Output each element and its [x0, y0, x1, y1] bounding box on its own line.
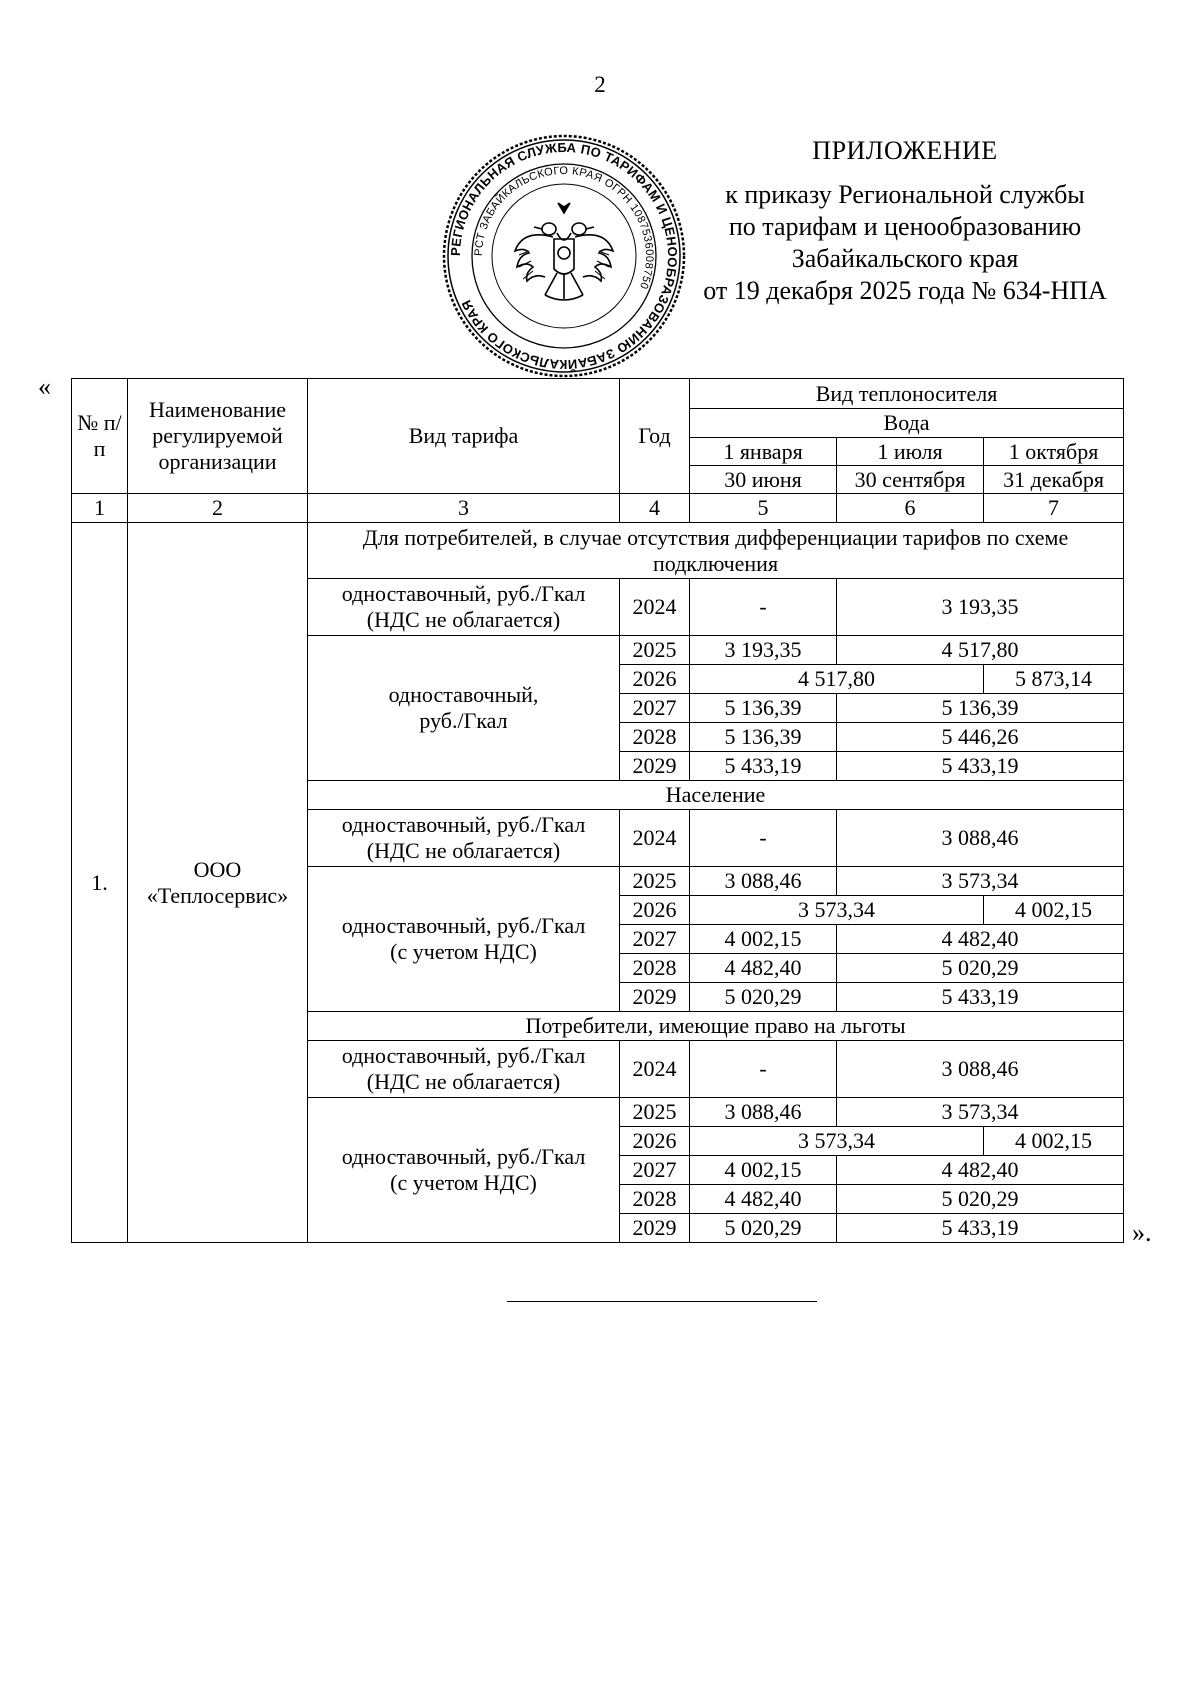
- section-title: Для потребителей, в случае отсутствия дифференциации тарифов по схеме подключения: [308, 523, 1124, 579]
- header-organization: Наименование регулируемой организации: [128, 379, 308, 494]
- column-number: 6: [837, 494, 984, 523]
- row-number: 1.: [72, 523, 128, 1243]
- svg-text:РЕГИОНАЛЬНАЯ СЛУЖБА ПО ТАРИФАМ: РЕГИОНАЛЬНАЯ СЛУЖБА ПО ТАРИФАМ И ЦЕНООБРАЗОВАНИЮ ЗАБАЙКАЛЬСКОГО КРАЯ: [447, 139, 681, 373]
- value-cell: -: [690, 1041, 837, 1098]
- tariff-table: [71, 378, 1124, 1243]
- column-number: 2: [128, 494, 308, 523]
- header-num: № п/п: [72, 379, 128, 494]
- year-cell: 2026: [620, 896, 690, 925]
- value-cell: 4 002,15: [690, 1156, 837, 1185]
- section-title: Потребители, имеющие право на льготы: [308, 1012, 1124, 1041]
- value-cell: 4 482,40: [690, 954, 837, 983]
- value-cell: 3 088,46: [837, 810, 1124, 867]
- year-cell: 2029: [620, 752, 690, 781]
- tariff-type-cell: [308, 1098, 620, 1243]
- value-cell: 5 020,29: [837, 954, 1124, 983]
- tariff-type-cell: [308, 810, 620, 867]
- column-number: 7: [984, 494, 1124, 523]
- value-cell: 5 136,39: [690, 694, 837, 723]
- header-period-2-end: 30 сентября: [837, 466, 984, 494]
- year-cell: 2027: [620, 1156, 690, 1185]
- tariff-line: одноставочный, руб./Гкал: [341, 1144, 586, 1169]
- tariff-type-cell: [308, 867, 620, 1012]
- organization-name: [128, 523, 308, 1243]
- year-cell: 2028: [620, 954, 690, 983]
- value-cell: -: [690, 810, 837, 867]
- tariff-line: руб./Гкал: [419, 708, 508, 733]
- year-cell: 2024: [620, 1041, 690, 1098]
- tariff-line: одноставочный,: [388, 682, 539, 707]
- year-cell: 2028: [620, 1185, 690, 1214]
- value-cell: 5 446,26: [837, 723, 1124, 752]
- organization-line: ООО: [193, 856, 242, 882]
- page-number: 2: [594, 72, 606, 97]
- tariff-line: (НДС не облагается): [366, 607, 561, 632]
- year-cell: 2025: [620, 867, 690, 896]
- value-cell: 4 002,15: [690, 925, 837, 954]
- year-cell: 2029: [620, 1214, 690, 1243]
- header-period-1: 1 января: [690, 438, 837, 466]
- tariff-type-cell: [308, 1041, 620, 1098]
- appendix-heading: [640, 135, 1170, 307]
- header-year: Год: [620, 379, 690, 494]
- year-cell: 2027: [620, 925, 690, 954]
- year-cell: 2028: [620, 723, 690, 752]
- tariff-type-cell: [308, 636, 620, 781]
- tariff-line: (с учетом НДС): [390, 1170, 537, 1195]
- appendix-order-line: от 19 декабря 2025 года № 634-НПА: [703, 276, 1107, 305]
- value-cell: 5 136,39: [837, 694, 1124, 723]
- value-cell: 5 020,29: [690, 1214, 837, 1243]
- value-cell: 4 482,40: [690, 1185, 837, 1214]
- header-tariff-type: Вид тарифа: [308, 379, 620, 494]
- section-title: Население: [308, 781, 1124, 810]
- header-water: Вода: [690, 409, 1124, 438]
- value-cell: 5 873,14: [984, 665, 1124, 694]
- value-cell: 5 020,29: [690, 983, 837, 1012]
- header-carrier: Вид теплоносителя: [690, 379, 1124, 409]
- year-cell: 2026: [620, 665, 690, 694]
- year-cell: 2024: [620, 579, 690, 636]
- year-cell: 2029: [620, 983, 690, 1012]
- value-cell: 3 088,46: [690, 867, 837, 896]
- year-cell: 2024: [620, 810, 690, 867]
- value-cell: 5 433,19: [690, 752, 837, 781]
- header-period-3-end: 31 декабря: [984, 466, 1124, 494]
- tariff-line: (НДС не облагается): [366, 1069, 561, 1094]
- tariff-line: одноставочный, руб./Гкал: [341, 913, 586, 938]
- year-cell: 2026: [620, 1127, 690, 1156]
- tariff-line: одноставочный, руб./Гкал: [341, 1043, 586, 1068]
- value-cell: 5 433,19: [837, 983, 1124, 1012]
- value-cell: 3 573,34: [690, 1127, 984, 1156]
- tariff-line: одноставочный, руб./Гкал: [341, 581, 586, 606]
- signature-line: [507, 1301, 817, 1302]
- value-cell: 3 088,46: [690, 1098, 837, 1127]
- value-cell: 4 002,15: [984, 1127, 1124, 1156]
- tariff-line: (с учетом НДС): [390, 939, 537, 964]
- opening-quote: «: [38, 372, 51, 401]
- value-cell: 4 482,40: [837, 1156, 1124, 1185]
- value-cell: 4 002,15: [984, 896, 1124, 925]
- column-number: 1: [72, 494, 128, 523]
- column-number: 3: [308, 494, 620, 523]
- value-cell: 3 193,35: [690, 636, 837, 665]
- value-cell: 5 433,19: [837, 1214, 1124, 1243]
- appendix-title: ПРИЛОЖЕНИЕ: [812, 136, 998, 165]
- year-cell: 2025: [620, 636, 690, 665]
- appendix-line: к приказу Региональной службы: [725, 180, 1085, 209]
- value-cell: 4 482,40: [837, 925, 1124, 954]
- appendix-line: по тарифам и ценообразованию: [728, 212, 1082, 241]
- value-cell: 5 433,19: [837, 752, 1124, 781]
- tariff-line: одноставочный, руб./Гкал: [341, 812, 586, 837]
- value-cell: 5 020,29: [837, 1185, 1124, 1214]
- year-cell: 2025: [620, 1098, 690, 1127]
- column-number: 4: [620, 494, 690, 523]
- value-cell: 3 193,35: [837, 579, 1124, 636]
- organization-line: «Теплосервис»: [146, 882, 289, 908]
- value-cell: 3 573,34: [690, 896, 984, 925]
- value-cell: -: [690, 579, 837, 636]
- tariff-type-cell: [308, 579, 620, 636]
- header-period-3: 1 октября: [984, 438, 1124, 466]
- value-cell: 4 517,80: [690, 665, 984, 694]
- value-cell: 3 573,34: [837, 867, 1124, 896]
- header-period-2: 1 июля: [837, 438, 984, 466]
- svg-text:РСТ ЗАБАЙКАЛЬСКОГО КРАЯ ОГРН 1: РСТ ЗАБАЙКАЛЬСКОГО КРАЯ ОГРН 1087536008750: [472, 164, 656, 291]
- value-cell: 3 088,46: [837, 1041, 1124, 1098]
- year-cell: 2027: [620, 694, 690, 723]
- appendix-line: Забайкальского края: [791, 244, 1019, 273]
- column-number: 5: [690, 494, 837, 523]
- tariff-line: (НДС не облагается): [366, 838, 561, 863]
- value-cell: 5 136,39: [690, 723, 837, 752]
- value-cell: 3 573,34: [837, 1098, 1124, 1127]
- header-period-1-end: 30 июня: [690, 466, 837, 494]
- value-cell: 4 517,80: [837, 636, 1124, 665]
- closing-quote: ».: [1132, 1218, 1152, 1247]
